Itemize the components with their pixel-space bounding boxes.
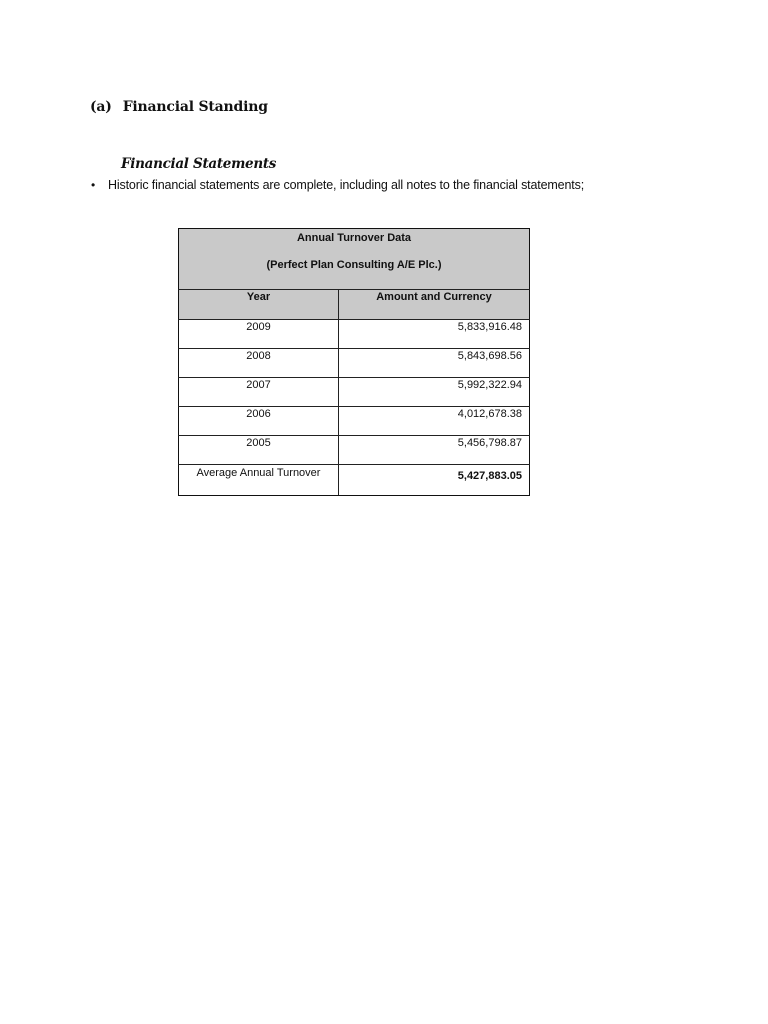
annual-turnover-table bbox=[178, 228, 530, 496]
section-title: Financial Standing bbox=[122, 99, 268, 115]
bullet-text: Historic financial statements are complete, including all notes to the financial statements; bbox=[108, 178, 585, 192]
year-cell: 2008 bbox=[179, 349, 339, 378]
amount-cell: 4,012,678.38 bbox=[339, 407, 530, 436]
table-title: Annual Turnover Data bbox=[296, 232, 412, 244]
average-turnover-row bbox=[179, 465, 530, 496]
bullet-item bbox=[91, 178, 584, 192]
table-row bbox=[179, 349, 530, 378]
amount-cell: 5,843,698.56 bbox=[339, 349, 530, 378]
table-row bbox=[179, 407, 530, 436]
year-cell: 2009 bbox=[179, 320, 339, 349]
amount-cell: 5,833,916.48 bbox=[339, 320, 530, 349]
table-title-cell bbox=[179, 229, 530, 290]
column-header-year: Year bbox=[179, 290, 339, 320]
table-row bbox=[179, 378, 530, 407]
table-title-row bbox=[179, 229, 530, 290]
table-header-row bbox=[179, 290, 530, 320]
average-turnover-label: Average Annual Turnover bbox=[179, 465, 339, 496]
year-cell: 2005 bbox=[179, 436, 339, 465]
table-row bbox=[179, 320, 530, 349]
column-header-amount: Amount and Currency bbox=[339, 290, 530, 320]
financial-statements-subheading: Financial Statements bbox=[121, 156, 277, 172]
amount-cell: 5,456,798.87 bbox=[339, 436, 530, 465]
section-heading bbox=[90, 99, 268, 115]
section-number: (a) bbox=[90, 99, 112, 115]
amount-cell: 5,992,322.94 bbox=[339, 378, 530, 407]
average-turnover-amount: 5,427,883.05 bbox=[339, 465, 530, 496]
bullet-icon: • bbox=[91, 178, 96, 192]
table-row bbox=[179, 436, 530, 465]
year-cell: 2007 bbox=[179, 378, 339, 407]
year-cell: 2006 bbox=[179, 407, 339, 436]
table-subtitle: (Perfect Plan Consulting A/E Plc.) bbox=[266, 259, 442, 271]
